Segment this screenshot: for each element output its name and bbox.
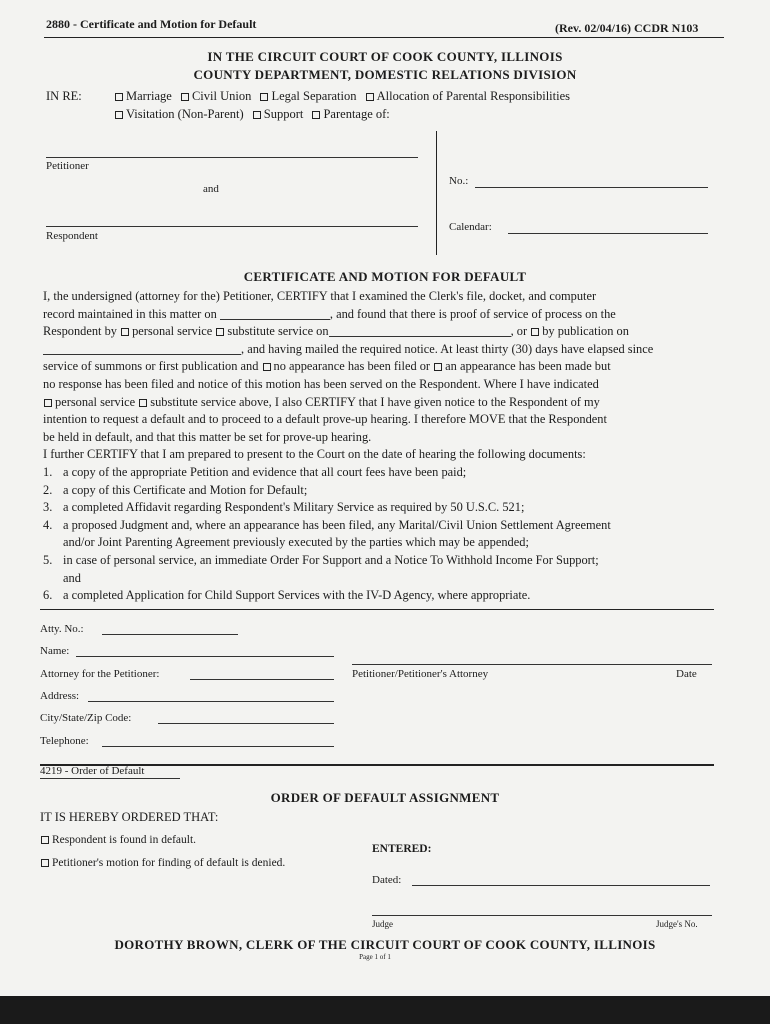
order-code: 4219 - Order of Default [40,765,145,777]
checkbox-visitation[interactable] [115,111,123,119]
exam-date-field[interactable] [220,307,330,320]
judge-label: Judge [372,919,393,929]
checkbox-personal-service[interactable] [121,328,129,336]
list-item: 3. a completed Affidavit regarding Respondent's Military Service as required by 50 U.S.C. 521; [43,500,525,515]
caption-divider [436,131,437,255]
address-label: Address: [40,690,80,702]
order-option-1: Respondent is found in default. [40,834,196,846]
list-item: 1. a copy of the appropriate Petition and evidence that all court fees have been paid; [43,464,467,479]
order-code-underline [40,778,180,779]
checkbox-substitute-service[interactable] [216,328,224,336]
atty-for-label: Attorney for the Petitioner: [40,668,160,680]
telephone-field[interactable] [102,746,334,747]
in-re-label: IN RE: [46,89,82,103]
list-item: 4. a proposed Judgment and, where an appearance has been filed, any Marital/Civil Union Settlement Agreement [43,517,611,532]
court-division: COUNTY DEPARTMENT, DOMESTIC RELATIONS DIVISION [193,67,577,82]
atty-no-field[interactable] [102,634,238,635]
clerk-footer: DOROTHY BROWN, CLERK OF THE CIRCUIT COURT OF COOK COUNTY, ILLINOIS [114,937,656,952]
certificate-body: I, the undersigned (attorney for the) Petitioner, CERTIFY that I examined the Clerk's file, docket, and computer record maintained in this matter on , and found that there is proof of service of process on the Respondent by personal service substitute service on , or by publication on , and having mailed the required notice. At least thirty (30) days have elapsed since service of summons or first publication and no appearance has been filed or an appearance has been made but no response has been filed and notice of this motion has been served on the Respondent. Where I have indicated personal service substitute service above, I also CERTIFY that I have given notice to the Respondent of my intention to request a default and to proceed to a default prove-up hearing. I therefore MOVE that the Respondent be held in default, and that this matter be set for prove-up hearing. I further CERTIFY that I am prepared to present to the Court on the date of hearing the following documents: 1. a copy of the appropriate Petition and evidence that all court fees have been paid; 2. a copy of this Certificate and Motion for Default; 3. a completed Affidavit regarding Respondent's Military Service as required by 50 U.S.C. 521; 4. a proposed Judgment and, where an appearance has been filed, any Marital/Civil Union Settlement Agreement and/or Joint Parenting Agreement previously executed by the parties which may be appended; 5. in case of personal service, an immediate Order For Support and a Notice To Withhold Income For Support; and 6. a completed Application for Child Support Services with the IV-D Agency, where appropriate. [43,288,723,605]
checkbox-legal-separation[interactable] [260,93,268,101]
respondent-label: Respondent [46,230,98,242]
respondent-line[interactable] [46,226,418,227]
date-label: Date [676,668,697,680]
court-name: IN THE CIRCUIT COURT OF COOK COUNTY, ILLINOIS [207,49,563,64]
entered-label: ENTERED: [372,843,432,855]
checkbox-parentage[interactable] [312,111,320,119]
list-item: 5. in case of personal service, an immediate Order For Support and a Notice To Withhold Income For Support; [43,552,599,567]
checkbox-civil-union[interactable] [181,93,189,101]
section-rule [40,609,714,610]
signature-label: Petitioner/Petitioner's Attorney [352,668,489,680]
checkbox-appearance-made[interactable] [434,363,442,371]
order-option-2: Petitioner's motion for finding of default is denied. [40,857,285,869]
calendar-field[interactable] [508,233,708,234]
header-rule [44,37,724,38]
and-label: and [203,183,219,195]
name-field[interactable] [76,656,334,657]
telephone-label: Telephone: [40,735,89,747]
checkbox-motion-denied[interactable] [41,859,49,867]
petitioner-line[interactable] [46,157,418,158]
checkbox-found-in-default[interactable] [41,836,49,844]
name-label: Name: [40,645,70,657]
ordered-label: IT IS HEREBY ORDERED THAT: [40,810,219,824]
signature-line[interactable] [352,664,712,665]
address-field[interactable] [88,701,334,702]
checkbox-marriage[interactable] [115,93,123,101]
atty-no-label: Atty. No.: [40,623,84,635]
checkbox-allocation[interactable] [366,93,374,101]
form-id: 2880 - Certificate and Motion for Default [46,17,257,31]
revision-code: (Rev. 02/04/16) CCDR N103 [555,21,699,35]
judge-no-label: Judge's No. [656,919,698,929]
checkbox-personal-service-notice[interactable] [44,399,52,407]
calendar-label: Calendar: [449,221,492,233]
judge-signature-line[interactable] [372,915,712,916]
order-title: ORDER OF DEFAULT ASSIGNMENT [270,790,500,805]
checkbox-no-appearance[interactable] [263,363,271,371]
list-item: 2. a copy of this Certificate and Motion for Default; [43,482,308,497]
in-re-row-2: Visitation (Non-Parent) Support Parentage of: [114,107,390,122]
checkbox-substitute-service-notice[interactable] [139,399,147,407]
checkbox-support[interactable] [253,111,261,119]
checkbox-publication[interactable] [531,328,539,336]
city-label: City/State/Zip Code: [40,712,132,724]
case-no-field[interactable] [475,187,708,188]
case-no-label: No.: [449,175,469,187]
publication-date-field[interactable] [43,342,241,355]
service-date-field[interactable] [329,324,511,337]
petitioner-label: Petitioner [46,160,89,172]
city-field[interactable] [158,723,334,724]
list-item: 6. a completed Application for Child Support Services with the IV-D Agency, where appropriate. [43,588,531,603]
page-number: Page 1 of 1 [359,953,391,961]
atty-for-field[interactable] [190,679,334,680]
in-re-row-1: Marriage Civil Union Legal Separation Allocation of Parental Responsibilities [114,89,570,104]
dated-field[interactable] [412,885,710,886]
certificate-title: CERTIFICATE AND MOTION FOR DEFAULT [243,269,527,284]
dated-label: Dated: [372,874,402,886]
